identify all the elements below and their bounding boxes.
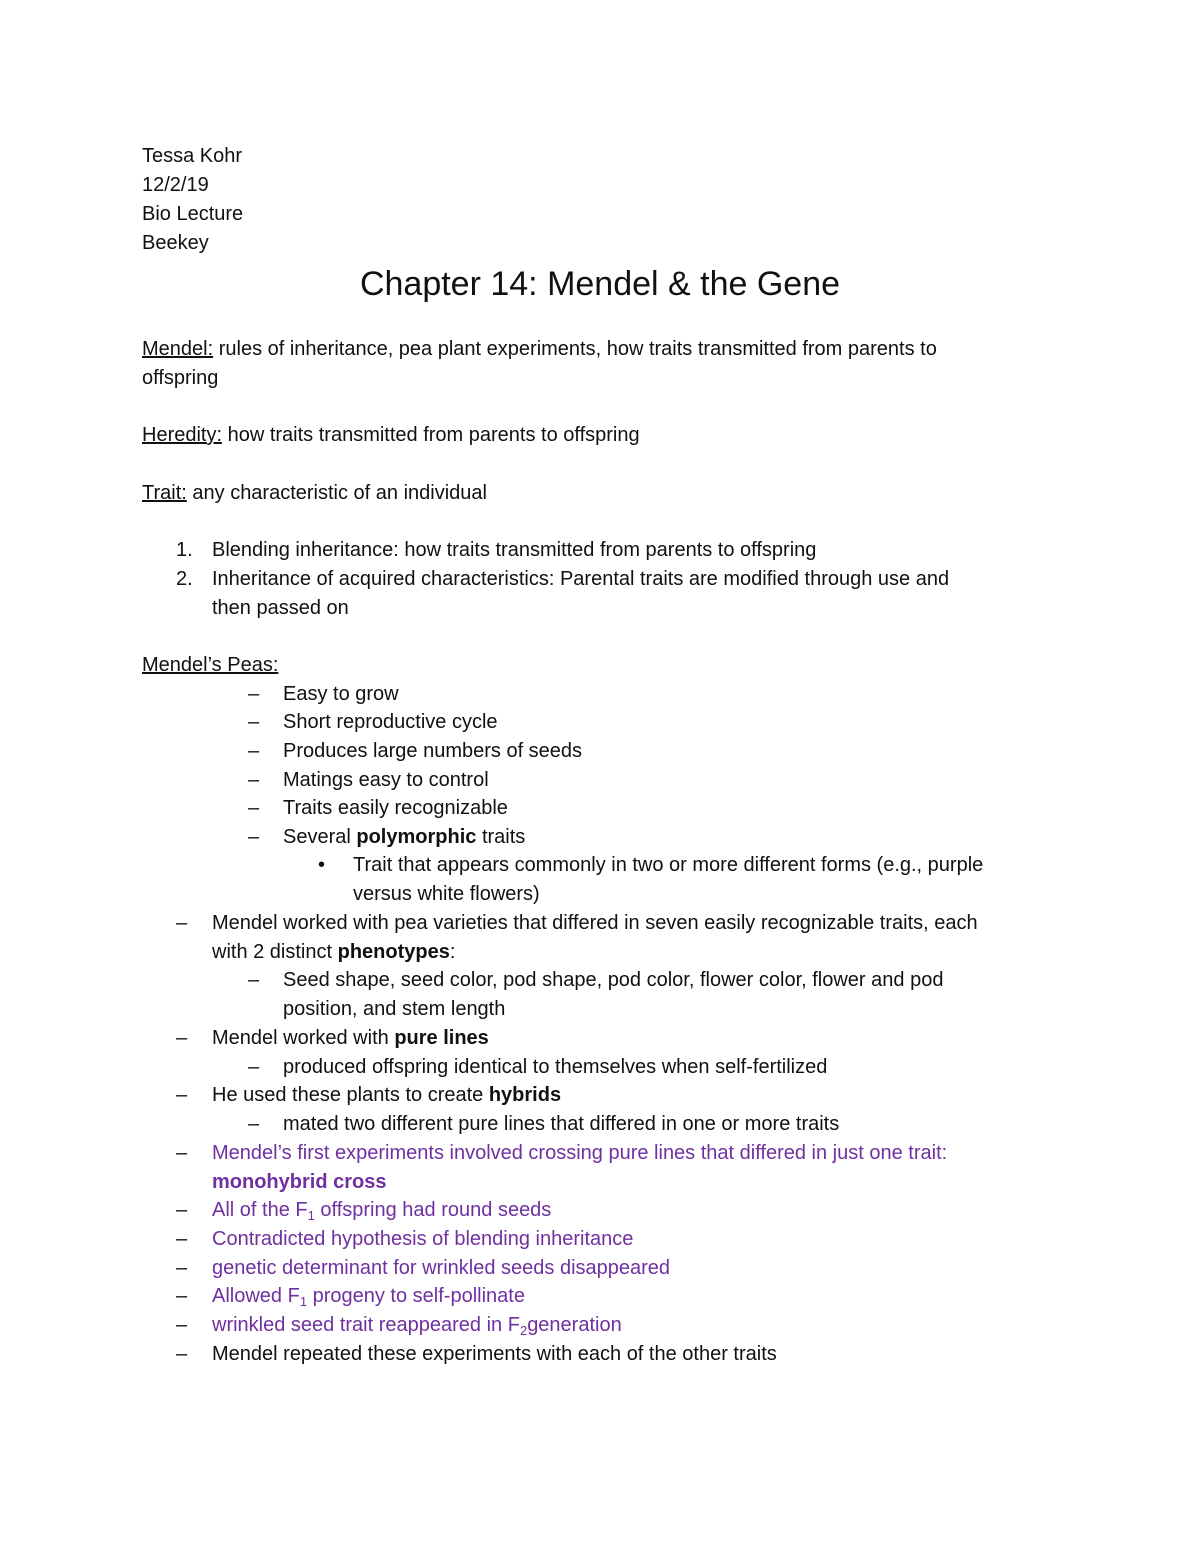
list-item bbox=[212, 1081, 561, 1110]
instructor: Beekey bbox=[142, 232, 209, 254]
subscript: 2 bbox=[519, 1323, 528, 1338]
definition-text: how traits transmitted from parents to offspring bbox=[222, 424, 640, 446]
dash-bullet: – bbox=[176, 1314, 188, 1336]
dash-bullet: – bbox=[176, 1142, 188, 1164]
text: Several bbox=[283, 826, 357, 848]
list-item-cont bbox=[212, 938, 455, 967]
text: generation bbox=[527, 1314, 622, 1336]
list-item: produced offspring identical to themselves when self-fertilized bbox=[283, 1056, 828, 1078]
bold-term: pure lines bbox=[394, 1027, 489, 1049]
list-item: Mendel’s first experiments involved crossing pure lines that differed in just one trait: bbox=[212, 1142, 948, 1164]
course: Bio Lecture bbox=[142, 203, 244, 225]
list-item: Easy to grow bbox=[283, 683, 399, 705]
text: Allowed F bbox=[212, 1285, 300, 1307]
bold-term: phenotypes bbox=[337, 941, 450, 963]
text: He used these plants to create bbox=[212, 1084, 489, 1106]
text: All of the F bbox=[212, 1199, 308, 1221]
dash-bullet: – bbox=[248, 711, 260, 733]
list-item: Short reproductive cycle bbox=[283, 711, 498, 733]
list-item: Mendel worked with pea varieties that differed in seven easily recognizable traits, each bbox=[212, 912, 978, 934]
list-item bbox=[283, 823, 525, 852]
dash-bullet: – bbox=[248, 1113, 260, 1135]
text: : bbox=[449, 941, 456, 963]
dash-bullet: – bbox=[176, 1084, 188, 1106]
list-item: Trait that appears commonly in two or more different forms (e.g., purple bbox=[353, 854, 984, 876]
bold-term: polymorphic bbox=[356, 826, 477, 848]
dash-bullet: – bbox=[176, 1199, 188, 1221]
definition-mendel-cont: offspring bbox=[142, 367, 219, 389]
dash-bullet: – bbox=[176, 1228, 188, 1250]
list-item-cont: versus white flowers) bbox=[353, 883, 540, 905]
term: Mendel: bbox=[142, 338, 214, 360]
dash-bullet: – bbox=[248, 797, 260, 819]
list-item: Matings easy to control bbox=[283, 769, 489, 791]
dash-bullet: – bbox=[248, 1056, 260, 1078]
list-item: mated two different pure lines that differed in one or more traits bbox=[283, 1113, 840, 1135]
dot-bullet: • bbox=[318, 854, 326, 876]
term: Trait: bbox=[142, 482, 187, 504]
author-name: Tessa Kohr bbox=[142, 145, 243, 167]
date: 12/2/19 bbox=[142, 174, 209, 196]
list-item-cont: then passed on bbox=[212, 597, 349, 619]
term: Heredity: bbox=[142, 424, 223, 446]
list-number: 1. bbox=[176, 539, 193, 561]
bold-term: hybrids bbox=[488, 1084, 562, 1106]
dash-bullet: – bbox=[248, 826, 260, 848]
dash-bullet: – bbox=[176, 912, 188, 934]
text: traits bbox=[476, 826, 526, 848]
definition-text: rules of inheritance, pea plant experiments, how traits transmitted from parents to bbox=[213, 338, 937, 360]
list-item: Contradicted hypothesis of blending inheritance bbox=[212, 1228, 634, 1250]
text: Mendel worked with bbox=[212, 1027, 395, 1049]
text: wrinkled seed trait reappeared in F bbox=[212, 1314, 520, 1336]
list-item: Inheritance of acquired characteristics: Parental traits are modified through use and bbox=[212, 568, 950, 590]
section-heading: Mendel’s Peas: bbox=[142, 654, 279, 676]
subscript: 1 bbox=[299, 1294, 308, 1309]
page-title: Chapter 14: Mendel & the Gene bbox=[359, 265, 841, 303]
text: offspring had round seeds bbox=[314, 1199, 552, 1221]
dash-bullet: – bbox=[176, 1027, 188, 1049]
list-item: Produces large numbers of seeds bbox=[283, 740, 583, 762]
dash-bullet: – bbox=[248, 769, 260, 791]
dash-bullet: – bbox=[176, 1285, 188, 1307]
dash-bullet: – bbox=[248, 969, 260, 991]
definition-text: any characteristic of an individual bbox=[186, 482, 487, 504]
bold-term: monohybrid cross bbox=[212, 1171, 387, 1193]
definition-mendel bbox=[142, 335, 937, 364]
definition-trait bbox=[142, 479, 487, 508]
list-number: 2. bbox=[176, 568, 193, 590]
list-item bbox=[212, 1024, 489, 1053]
dash-bullet: – bbox=[248, 740, 260, 762]
list-item: Mendel repeated these experiments with each of the other traits bbox=[212, 1343, 777, 1365]
list-item: genetic determinant for wrinkled seeds disappeared bbox=[212, 1257, 671, 1279]
list-item: Seed shape, seed color, pod shape, pod color, flower color, flower and pod bbox=[283, 969, 944, 991]
dash-bullet: – bbox=[176, 1257, 188, 1279]
definition-heredity bbox=[142, 421, 640, 450]
text: progeny to self-pollinate bbox=[307, 1285, 525, 1307]
text: with 2 distinct bbox=[212, 941, 338, 963]
list-item-cont: position, and stem length bbox=[283, 998, 506, 1020]
dash-bullet: – bbox=[248, 683, 260, 705]
dash-bullet: – bbox=[176, 1343, 188, 1365]
list-item: Blending inheritance: how traits transmitted from parents to offspring bbox=[212, 539, 817, 561]
list-item: Traits easily recognizable bbox=[283, 797, 508, 819]
subscript: 1 bbox=[307, 1208, 315, 1223]
